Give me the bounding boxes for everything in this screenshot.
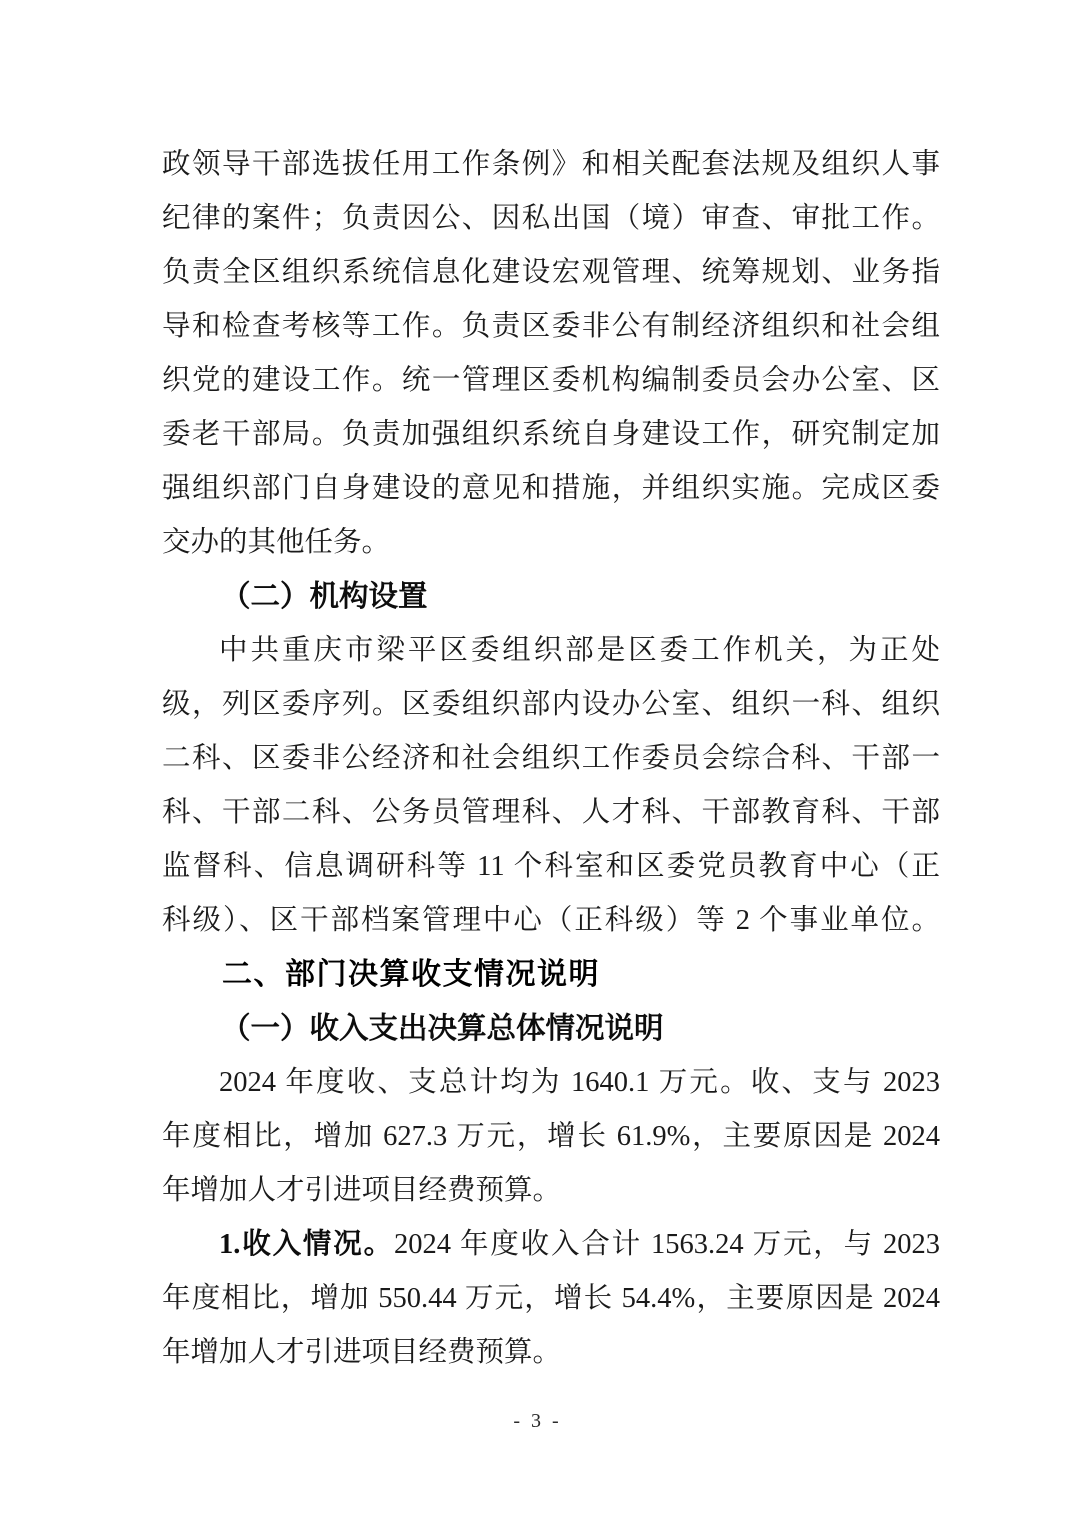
body-line-paragraph-end: 年增加人才引进项目经费预算。 xyxy=(162,1337,562,1368)
body-line: 年度相比，增加 550.44 万元，增长 54.4%，主要原因是 2024 xyxy=(162,1283,940,1314)
inline-regular-run: 2024 年度收入合计 1563.24 万元，与 2023 xyxy=(393,1229,940,1260)
body-line: 负责全区组织系统信息化建设宏观管理、统筹规划、业务指 xyxy=(162,257,940,288)
body-line-paragraph-start: 中共重庆市梁平区委组织部是区委工作机关，为正处 xyxy=(219,635,940,666)
body-line-paragraph-end: 交办的其他任务。 xyxy=(162,527,391,558)
body-line: 政领导干部选拔任用工作条例》和相关配套法规及组织人事 xyxy=(162,149,940,180)
body-line: 导和检查考核等工作。负责区委非公有制经济组织和社会组 xyxy=(162,311,940,342)
body-line: 织党的建设工作。统一管理区委机构编制委员会办公室、区 xyxy=(162,365,940,396)
body-line: 纪律的案件；负责因公、因私出国（境）审查、审批工作。 xyxy=(162,203,940,234)
body-line: 科、干部二科、公务员管理科、人才科、干部教育科、干部 xyxy=(162,797,940,828)
body-line-paragraph-start: 2024 年度收、支总计均为 1640.1 万元。收、支与 2023 xyxy=(219,1067,940,1098)
section-heading-jigou-shezhi: （二）机构设置 xyxy=(221,581,428,613)
body-line: 监督科、信息调研科等 11 个科室和区委党员教育中心（正 xyxy=(162,851,940,882)
body-line: 级，列区委序列。区委组织部内设办公室、组织一科、组织 xyxy=(162,689,940,720)
body-line: 年度相比，增加 627.3 万元，增长 61.9%，主要原因是 2024 xyxy=(162,1121,940,1152)
document-body xyxy=(162,138,940,1380)
chapter-heading-juesuan-shouzhi: 二、部门决算收支情况说明 xyxy=(222,958,600,991)
body-line-paragraph-end: 年增加人才引进项目经费预算。 xyxy=(162,1175,562,1206)
body-line: 二科、区委非公经济和社会组织工作委员会综合科、干部一 xyxy=(162,743,940,774)
inline-bold-label-shouru-qingkuang: 1.收入情况。 xyxy=(219,1229,394,1260)
page-number: - 3 - xyxy=(513,1410,562,1432)
body-line-paragraph-start xyxy=(162,1218,940,1272)
body-line-paragraph-end: 科级）、区干部档案管理中心（正科级）等 2 个事业单位。 xyxy=(162,905,940,936)
body-line: 委老干部局。负责加强组织系统自身建设工作，研究制定加 xyxy=(162,419,940,450)
subsection-heading-shouru-zhichu: （一）收入支出决算总体情况说明 xyxy=(221,1013,664,1045)
body-line: 强组织部门自身建设的意见和措施，并组织实施。完成区委 xyxy=(162,473,940,504)
